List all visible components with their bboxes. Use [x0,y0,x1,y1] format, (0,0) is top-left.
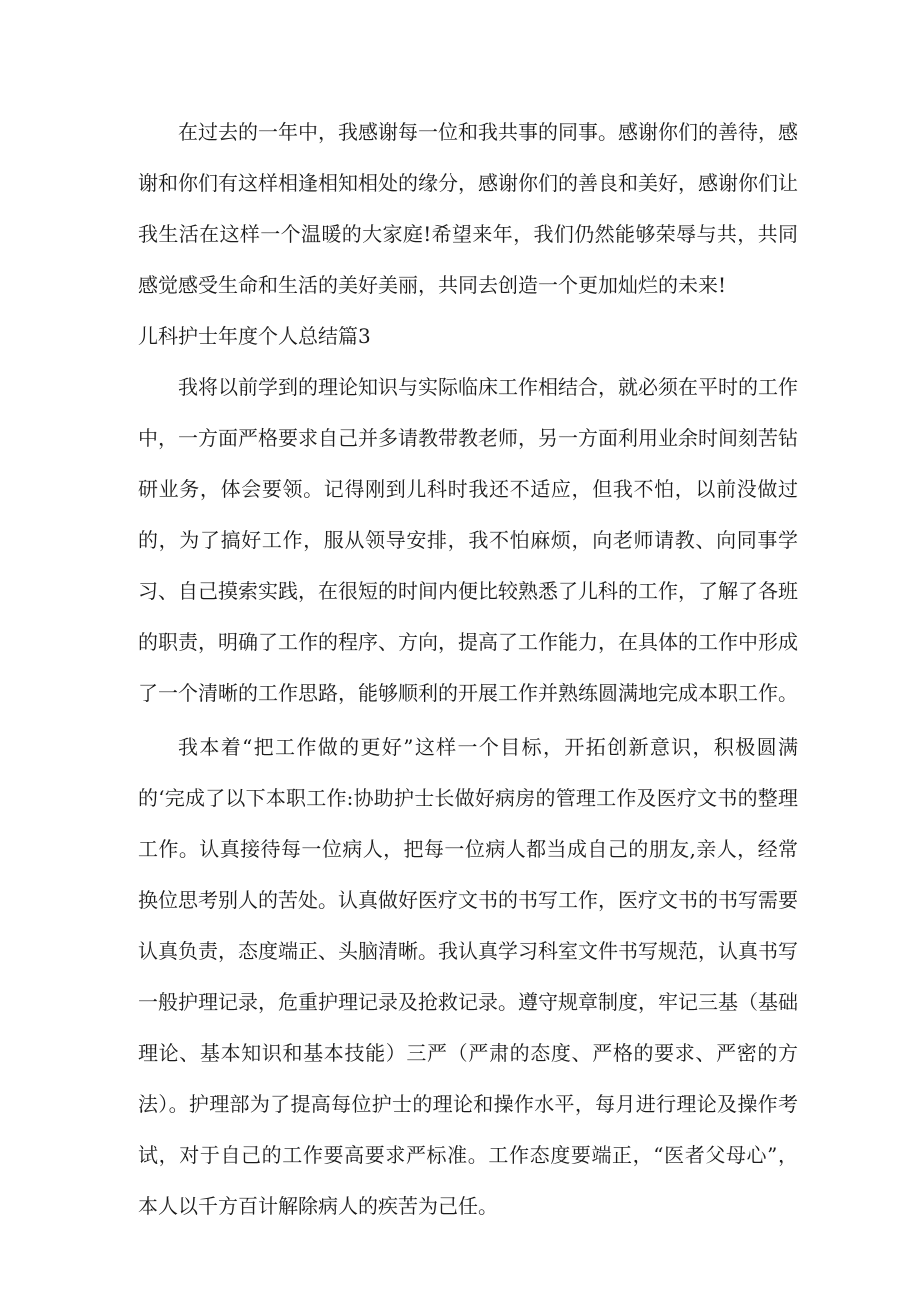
paragraph-work-goals: 我本着“把工作做的更好”这样一个目标，开拓创新意识，积极圆满的‘完成了以下本职工作:协助护士长做好病房的管理工作及医疗文书的整理工作。认真接待每一位病人，把每一位病人都当成自己的朋友,亲人，经常换位思考别人的苦处。认真做好医疗文书的书写工作，医疗文书的书写需要认真负责，态度端正、头脑清晰。我认真学习科室文件书写规范，认真书写一般护理记录，危重护理记录及抢救记录。遵守规章制度，牢记三基（基础理论、基本知识和基本技能）三严（严肃的态度、严格的要求、严密的方法）。护理部为了提高每位护士的理论和操作水平，每月进行理论及操作考试，对于自己的工作要高要求严标准。工作态度要端正，“医者父母心”，本人以千方百计解除病人的疾苦为己任。 [138,735,798,1218]
paragraph-gratitude: 在过去的一年中，我感谢每一位和我共事的同事。感谢你们的善待，感谢和你们有这样相逢相知相处的缘分，感谢你们的善良和美好，感谢你们让我生活在这样一个温暖的大家庭!希望来年，我们仍然能够荣辱与共，共同感觉感受生命和生活的美好美丽，共同去创造一个更加灿烂的未来! [138,120,798,297]
document-body [138,107,798,1232]
section-heading: 儿科护士年度个人总结篇3 [138,324,371,348]
paragraph-theory-practice: 我将以前学到的理论知识与实际临床工作相结合，就必须在平时的工作中，一方面严格要求自己并多请教带教老师，另一方面利用业余时间刻苦钻研业务，体会要领。记得刚到儿科时我还不适应，但我不怕，以前没做过的，为了搞好工作，服从领导安排，我不怕麻烦，向老师请教、向同事学习、自己摸索实践，在很短的时间内便比较熟悉了儿科的工作，了解了各班的职责，明确了工作的程序、方向，提高了工作能力，在具体的工作中形成了一个清晰的工作思路，能够顺利的开展工作并熟练圆满地完成本职工作。 [138,375,798,705]
